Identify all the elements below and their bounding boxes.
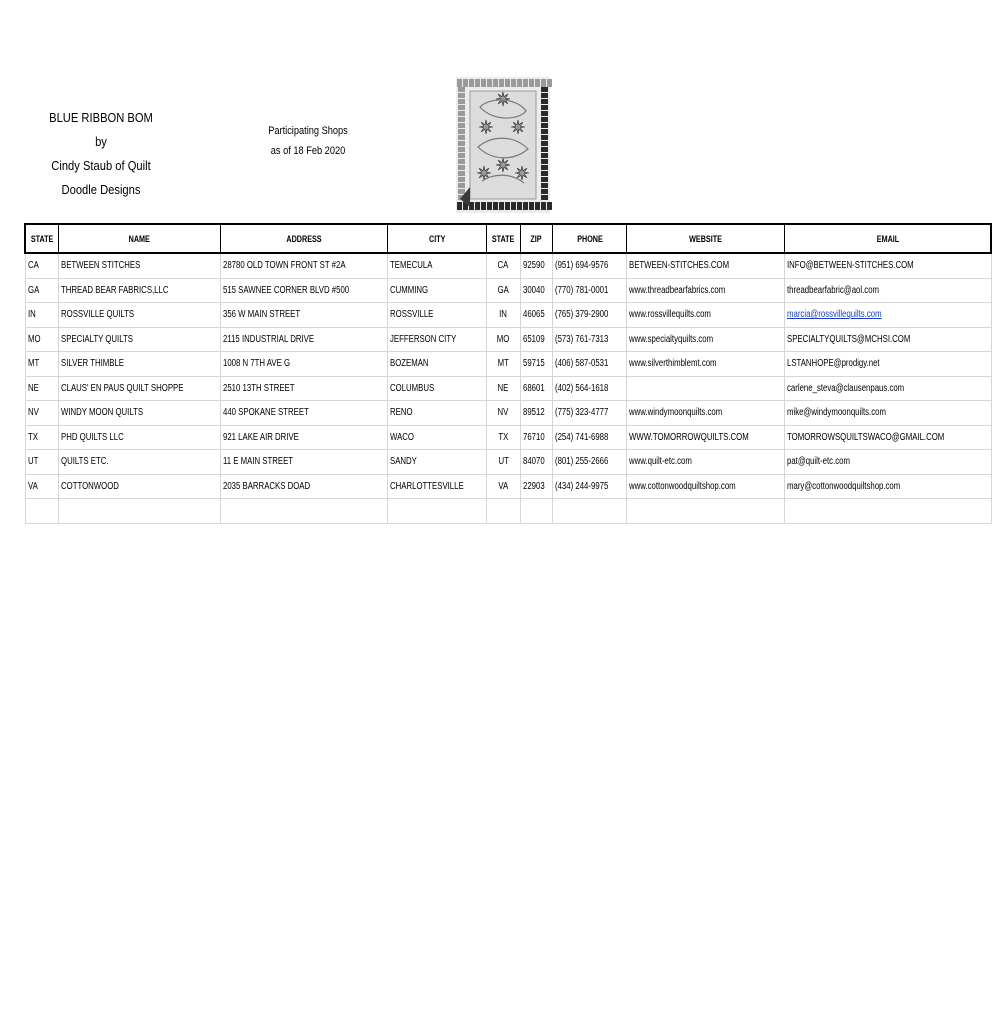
cell-email: INFO@BETWEEN-STITCHES.COM bbox=[785, 253, 992, 278]
cell-website: www.rossvillequilts.com bbox=[626, 303, 785, 328]
header-zip: ZIP bbox=[520, 224, 553, 253]
empty-cell bbox=[487, 499, 520, 524]
cell-city: JEFFERSON CITY bbox=[387, 327, 486, 352]
cell-email: carlene_steva@clausenpaus.com bbox=[785, 376, 992, 401]
header-website: WEBSITE bbox=[626, 224, 785, 253]
subtitle-line-1: Participating Shops bbox=[268, 125, 348, 137]
cell-zip: 22903 bbox=[520, 474, 553, 499]
table-row bbox=[25, 401, 991, 426]
cell-zip: 68601 bbox=[520, 376, 553, 401]
cell-state-2: TX bbox=[487, 425, 520, 450]
cell-state: IN bbox=[25, 303, 59, 328]
cell-name: PHD QUILTS LLC bbox=[59, 425, 221, 450]
cell-city: BOZEMAN bbox=[387, 352, 486, 377]
shops-table bbox=[24, 223, 992, 524]
cell-website bbox=[626, 376, 785, 401]
cell-state-2: VA bbox=[487, 474, 520, 499]
table-row bbox=[25, 327, 991, 352]
cell-name: BETWEEN STITCHES bbox=[59, 253, 221, 278]
table-header-row bbox=[25, 224, 991, 253]
cell-zip: 76710 bbox=[520, 425, 553, 450]
table-row bbox=[25, 278, 991, 303]
cell-address: 440 SPOKANE STREET bbox=[221, 401, 388, 426]
cell-state: TX bbox=[25, 425, 59, 450]
cell-phone: (406) 587-0531 bbox=[553, 352, 626, 377]
header-city: CITY bbox=[387, 224, 486, 253]
empty-cell bbox=[221, 499, 388, 524]
cell-state: GA bbox=[25, 278, 59, 303]
cell-zip: 89512 bbox=[520, 401, 553, 426]
cell-state-2: UT bbox=[487, 450, 520, 475]
cell-phone: (770) 781-0001 bbox=[553, 278, 626, 303]
title-line-2: Cindy Staub of Quilt bbox=[51, 158, 151, 173]
cell-email: SPECIALTYQUILTS@MCHSI.COM bbox=[785, 327, 992, 352]
table-row bbox=[25, 352, 991, 377]
header-address: ADDRESS bbox=[221, 224, 388, 253]
title-line-1: BLUE RIBBON BOM by bbox=[49, 110, 153, 149]
cell-state: UT bbox=[25, 450, 59, 475]
cell-state: NV bbox=[25, 401, 59, 426]
cell-name: SILVER THIMBLE bbox=[59, 352, 221, 377]
header-phone: PHONE bbox=[553, 224, 626, 253]
cell-phone: (775) 323-4777 bbox=[553, 401, 626, 426]
cell-website: www.windymoonquilts.com bbox=[626, 401, 785, 426]
table-row bbox=[25, 474, 991, 499]
cell-address: 28780 OLD TOWN FRONT ST #2A bbox=[221, 253, 388, 278]
cell-state: VA bbox=[25, 474, 59, 499]
table-row bbox=[25, 303, 991, 328]
cell-phone: (801) 255-2666 bbox=[553, 450, 626, 475]
cell-name: WINDY MOON QUILTS bbox=[59, 401, 221, 426]
cell-name: THREAD BEAR FABRICS,LLC bbox=[59, 278, 221, 303]
cell-email: mike@windymoonquilts.com bbox=[785, 401, 992, 426]
header-state: STATE bbox=[25, 224, 59, 253]
cell-state-2: NE bbox=[487, 376, 520, 401]
cell-address: 2510 13TH STREET bbox=[221, 376, 388, 401]
cell-zip: 84070 bbox=[520, 450, 553, 475]
cell-address: 356 W MAIN STREET bbox=[221, 303, 388, 328]
header-name: NAME bbox=[59, 224, 221, 253]
cell-phone: (951) 694-9576 bbox=[553, 253, 626, 278]
cell-email: pat@quilt-etc.com bbox=[785, 450, 992, 475]
table-row-empty bbox=[25, 499, 991, 524]
empty-cell bbox=[59, 499, 221, 524]
cell-city: ROSSVILLE bbox=[387, 303, 486, 328]
document-title bbox=[49, 106, 154, 202]
cell-state: MO bbox=[25, 327, 59, 352]
cell-address: 921 LAKE AIR DRIVE bbox=[221, 425, 388, 450]
table-row bbox=[25, 253, 991, 278]
cell-email: threadbearfabric@aol.com bbox=[785, 278, 992, 303]
cell-name: CLAUS' EN PAUS QUILT SHOPPE bbox=[59, 376, 221, 401]
cell-state-2: MO bbox=[487, 327, 520, 352]
cell-zip: 46065 bbox=[520, 303, 553, 328]
cell-phone: (434) 244-9975 bbox=[553, 474, 626, 499]
cell-website: www.threadbearfabrics.com bbox=[626, 278, 785, 303]
header-email: EMAIL bbox=[785, 224, 992, 253]
cell-city: CUMMING bbox=[387, 278, 486, 303]
cell-email[interactable]: marcia@rossvillequilts.com bbox=[785, 303, 992, 328]
cell-website: www.cottonwoodquiltshop.com bbox=[626, 474, 785, 499]
quilt-image bbox=[456, 77, 550, 213]
empty-cell bbox=[553, 499, 626, 524]
cell-zip: 92590 bbox=[520, 253, 553, 278]
cell-email: TOMORROWSQUILTSWACO@GMAIL.COM bbox=[785, 425, 992, 450]
cell-city: TEMECULA bbox=[387, 253, 486, 278]
table-row bbox=[25, 450, 991, 475]
cell-address: 2035 BARRACKS DOAD bbox=[221, 474, 388, 499]
cell-city: RENO bbox=[387, 401, 486, 426]
cell-email: mary@cottonwoodquiltshop.com bbox=[785, 474, 992, 499]
cell-state: CA bbox=[25, 253, 59, 278]
cell-name: SPECIALTY QUILTS bbox=[59, 327, 221, 352]
cell-state-2: IN bbox=[487, 303, 520, 328]
cell-address: 1008 N 7TH AVE G bbox=[221, 352, 388, 377]
empty-cell bbox=[785, 499, 992, 524]
cell-zip: 65109 bbox=[520, 327, 553, 352]
empty-cell bbox=[626, 499, 785, 524]
cell-address: 515 SAWNEE CORNER BLVD #500 bbox=[221, 278, 388, 303]
cell-city: WACO bbox=[387, 425, 486, 450]
table-row bbox=[25, 376, 991, 401]
cell-phone: (573) 761-7313 bbox=[553, 327, 626, 352]
cell-state-2: MT bbox=[487, 352, 520, 377]
cell-city: COLUMBUS bbox=[387, 376, 486, 401]
cell-state-2: GA bbox=[487, 278, 520, 303]
cell-city: CHARLOTTESVILLE bbox=[387, 474, 486, 499]
table-row bbox=[25, 425, 991, 450]
empty-cell bbox=[25, 499, 59, 524]
cell-name: COTTONWOOD bbox=[59, 474, 221, 499]
cell-phone: (254) 741-6988 bbox=[553, 425, 626, 450]
cell-phone: (765) 379-2900 bbox=[553, 303, 626, 328]
empty-cell bbox=[520, 499, 553, 524]
title-line-3: Doodle Designs bbox=[61, 182, 141, 197]
cell-address: 11 E MAIN STREET bbox=[221, 450, 388, 475]
subtitle-line-2: as of 18 Feb 2020 bbox=[270, 145, 346, 157]
cell-website: www.quilt-etc.com bbox=[626, 450, 785, 475]
participating-shops-note bbox=[266, 121, 350, 161]
cell-name: ROSSVILLE QUILTS bbox=[59, 303, 221, 328]
cell-state: MT bbox=[25, 352, 59, 377]
cell-website: WWW.TOMORROWQUILTS.COM bbox=[626, 425, 785, 450]
cell-state-2: NV bbox=[487, 401, 520, 426]
cell-website: BETWEEN-STITCHES.COM bbox=[626, 253, 785, 278]
cell-zip: 30040 bbox=[520, 278, 553, 303]
cell-zip: 59715 bbox=[520, 352, 553, 377]
cell-website: www.silverthimblemt.com bbox=[626, 352, 785, 377]
cell-state-2: CA bbox=[487, 253, 520, 278]
cell-name: QUILTS ETC. bbox=[59, 450, 221, 475]
cell-address: 2115 INDUSTRIAL DRIVE bbox=[221, 327, 388, 352]
cell-phone: (402) 564-1618 bbox=[553, 376, 626, 401]
empty-cell bbox=[387, 499, 486, 524]
header-state-2: STATE bbox=[487, 224, 520, 253]
cell-email: LSTANHOPE@prodigy.net bbox=[785, 352, 992, 377]
cell-website: www.specialtyquilts.com bbox=[626, 327, 785, 352]
cell-city: SANDY bbox=[387, 450, 486, 475]
cell-state: NE bbox=[25, 376, 59, 401]
